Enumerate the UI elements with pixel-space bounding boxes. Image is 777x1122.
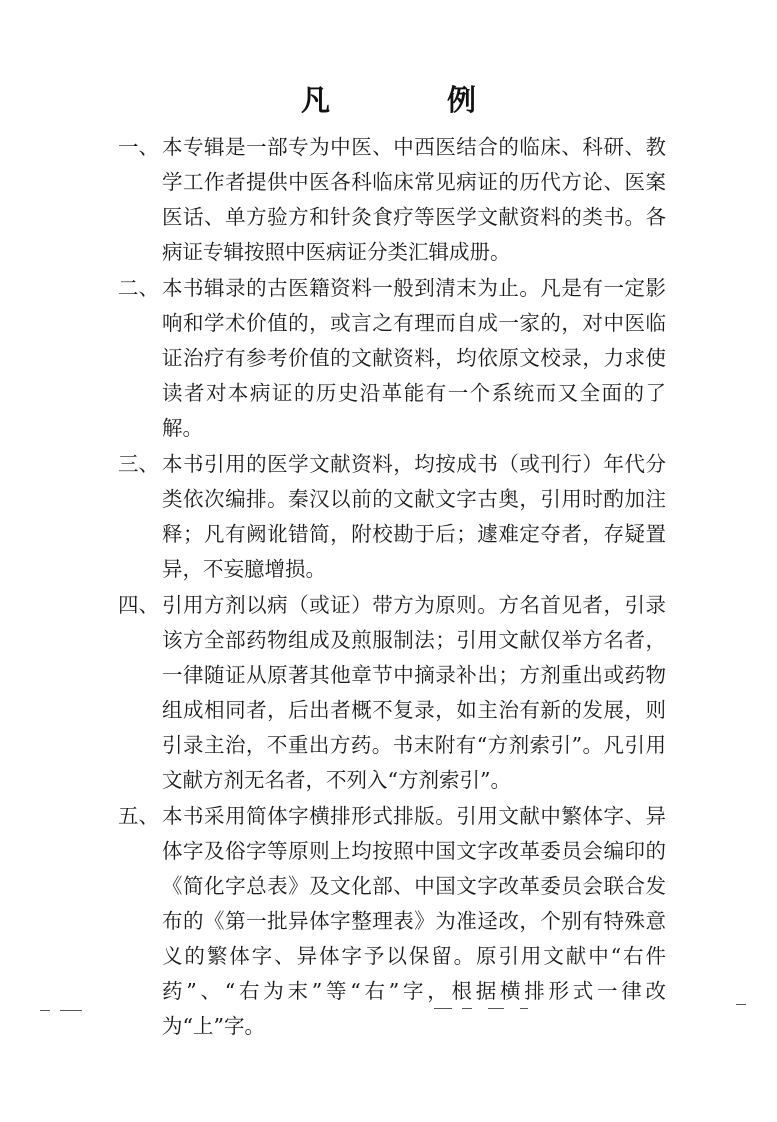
item-text: 本书引用的医学文献资料，均按成书（或刊行）年代分类依次编排。秦汉以前的文献文字古奥，引用时酌加注释；凡有阙讹错简，附校勘于后；遽难定夺者，存疑置异，不妄臆增损。 [162,452,666,581]
rules-list [118,130,666,1044]
page-title: 凡 例 [300,83,520,117]
scan-speck [60,1010,82,1011]
list-item [118,588,666,798]
scan-speck [462,1008,472,1009]
item-text: 本专辑是一部专为中医、中西医结合的临床、科研、教学工作者提供中医各科临床常见病证的历代方论、医案医话、单方验方和针灸食疗等医学文献资料的类书。各病证专辑按照中医病证分类汇辑成册。 [162,135,666,264]
scan-speck [434,1008,452,1009]
list-item [118,130,666,270]
scan-speck [40,1010,50,1011]
item-text: 引用方剂以病（或证）带方为原则。方名首见者，引录该方全部药物组成及煎服制法；引用文献仅举方名者，一律随证从原著其他章节中摘录补出；方剂重出或药物组成相同者，后出者概不复录，如主治有新的发展，则引录主治，不重出方药。书末附有“方剂索引”。凡引用文献方剂无名者，不列入“方剂索引”。 [162,593,666,792]
scan-speck [736,1004,746,1005]
item-number: 二、 [118,276,159,300]
item-text: 本书采用简体字横排形式排版。引用文献中繁体字、异体字及俗字等原则上均按照中国文字改革委员会编印的《简化字总表》及文化部、中国文字改革委员会联合发布的《第一批异体字整理表》为准迳改，个别有特殊意义的繁体字、异体字予以保留。原引用文献中“右件药”、“右为末”等“右”字，根据横排形式一律改为“上”字。 [162,804,666,1038]
list-item [118,447,666,587]
item-number: 四、 [118,593,159,617]
item-number: 一、 [118,135,159,159]
list-item [118,271,666,446]
item-number: 三、 [118,452,159,476]
scan-speck [520,1008,528,1009]
item-number: 五、 [118,804,159,828]
scan-speck [488,1008,504,1009]
list-item [118,799,666,1044]
item-text: 本书辑录的古医籍资料一般到清末为止。凡是有一定影响和学术价值的，或言之有理而自成一家的，对中医临证治疗有参考价值的文献资料，均依原文校录，力求使读者对本病证的历史沿革能有一个系统而又全面的了解。 [162,276,666,440]
